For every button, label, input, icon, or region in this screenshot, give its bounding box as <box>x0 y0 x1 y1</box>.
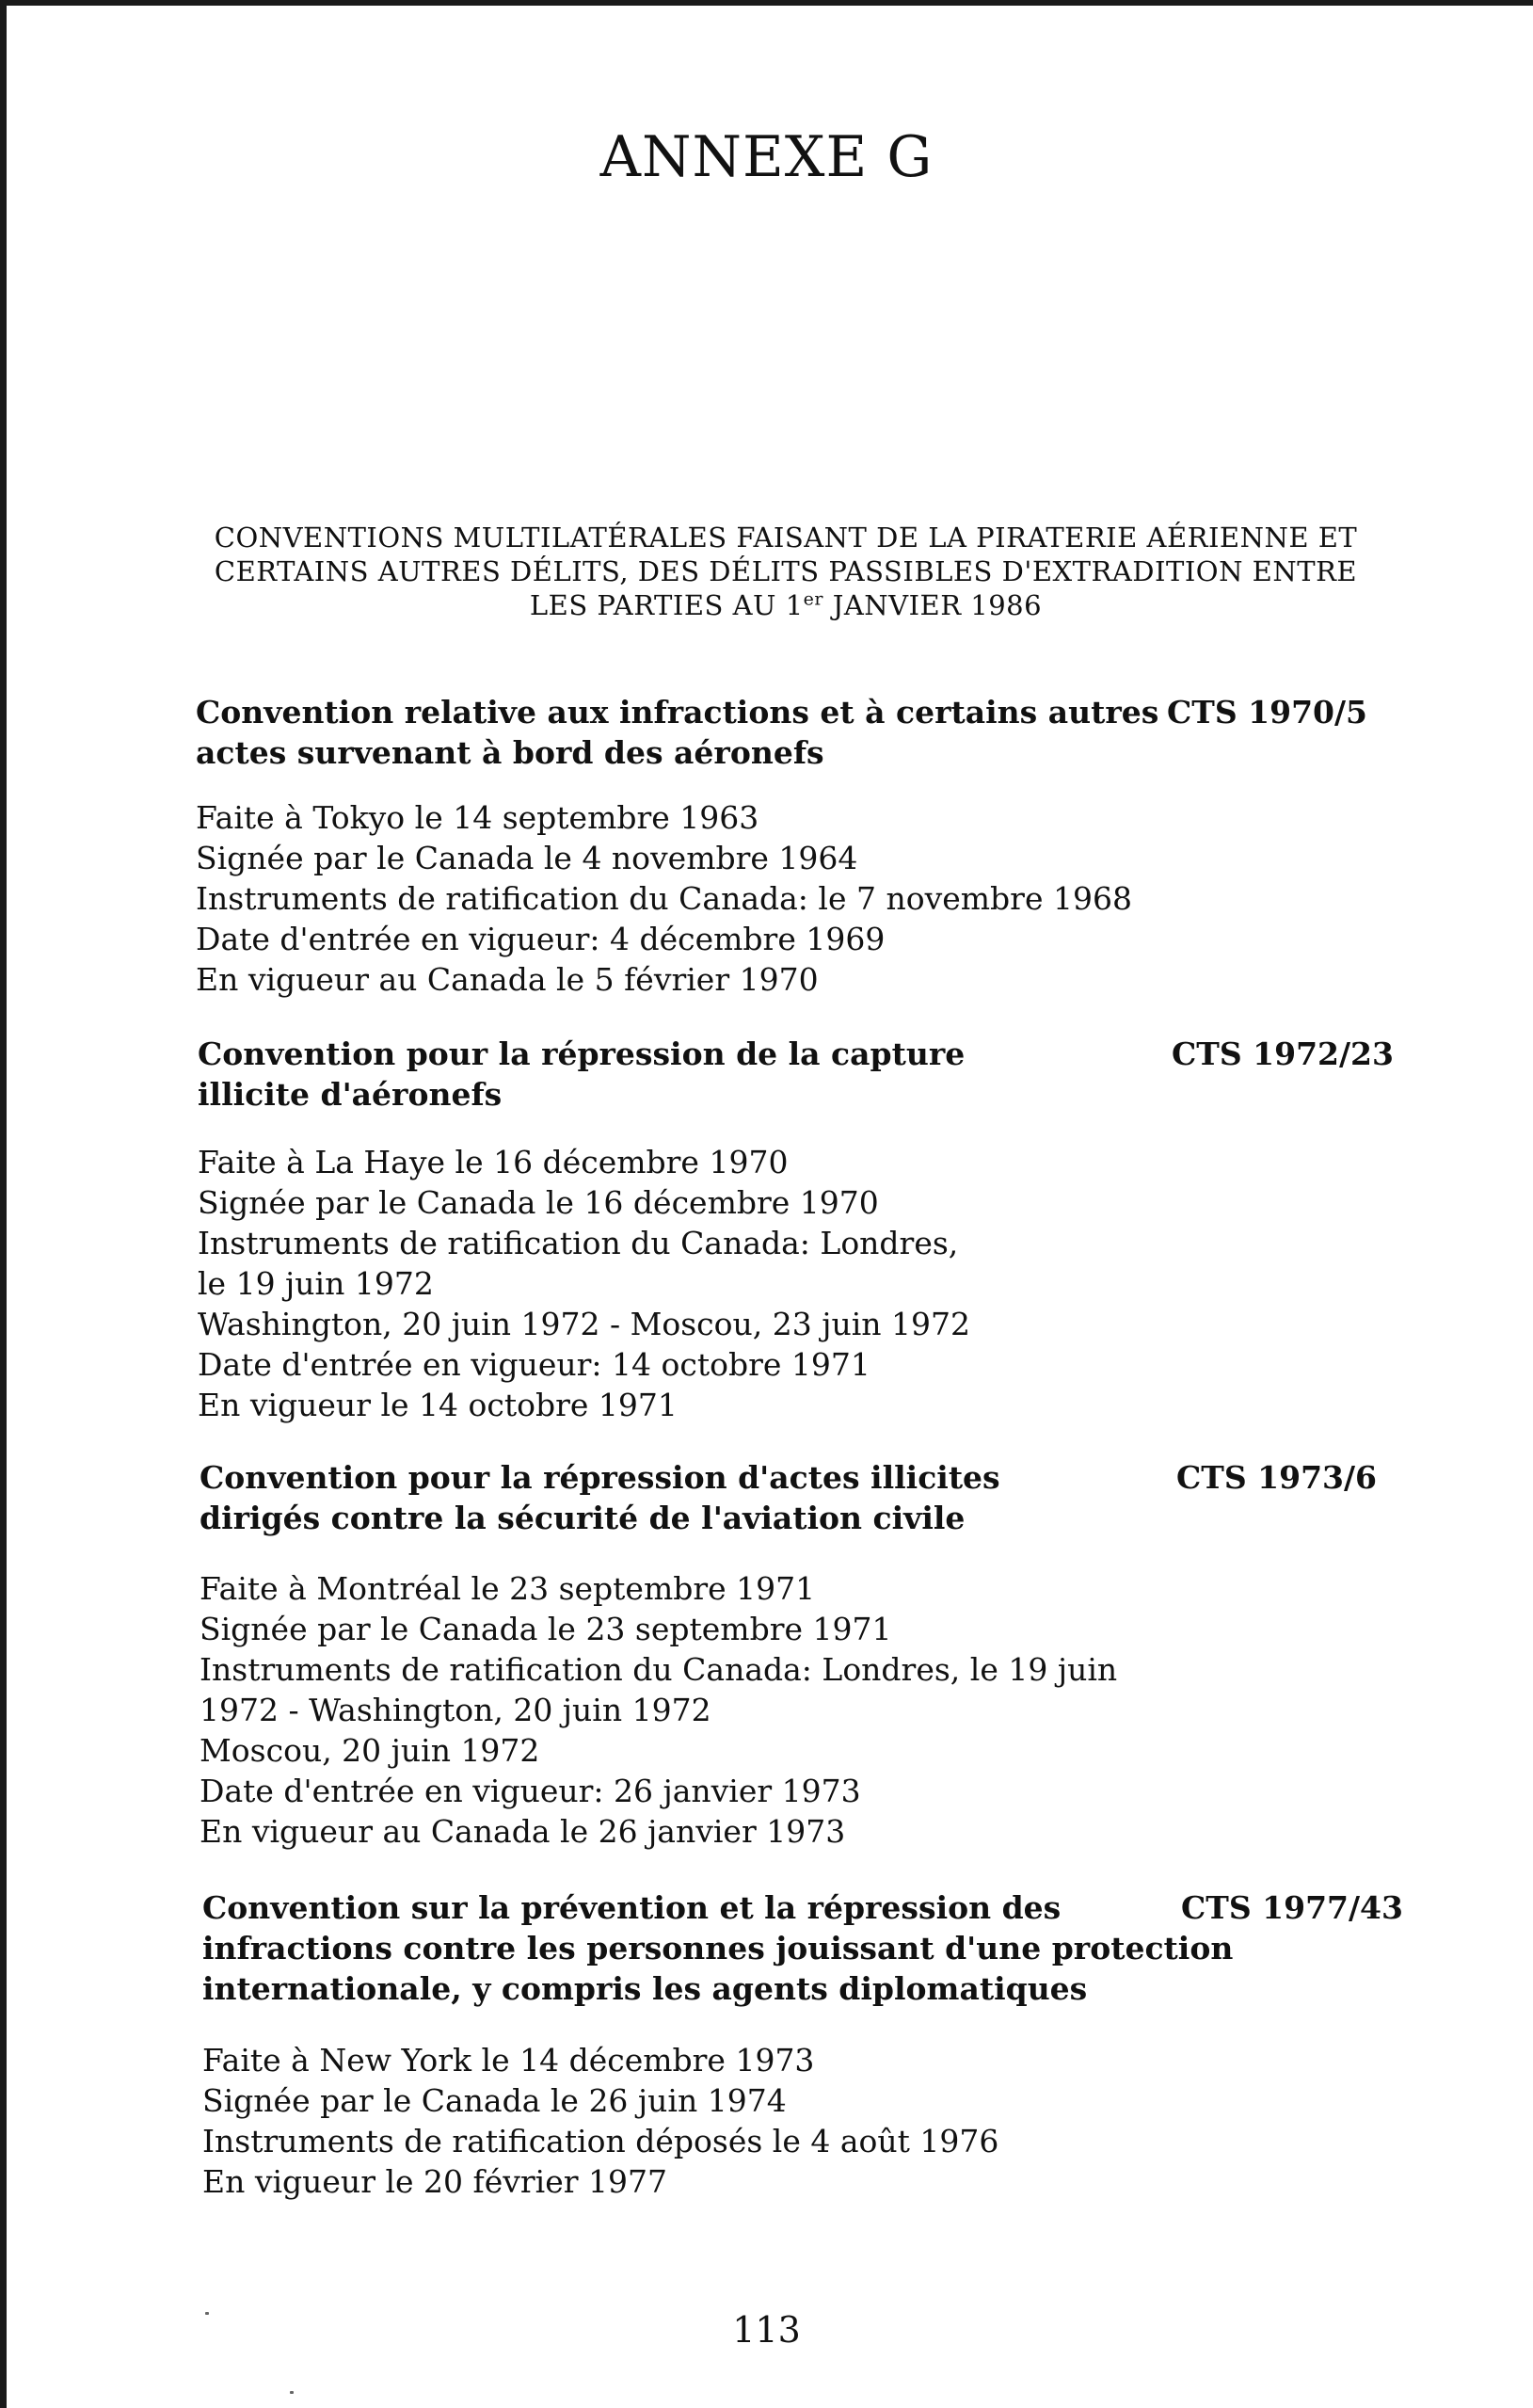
convention-title <box>200 1457 1141 1538</box>
main-heading-line-1: CONVENTIONS MULTILATÉRALES FAISANT DE LA PIRATERIE AÉRIENNE ET <box>214 522 1358 554</box>
convention-title-line: dirigés contre la sécurité de l'aviation civile <box>200 1500 966 1536</box>
detail-line: 1972 - Washington, 20 juin 1972 <box>200 1692 711 1728</box>
detail-line: le 19 juin 1972 <box>198 1265 434 1302</box>
detail-line: Signée par le Canada le 4 novembre 1964 <box>196 840 858 876</box>
convention-title <box>202 1887 1234 2009</box>
scan-speck <box>205 2312 209 2315</box>
scan-top-border <box>0 0 1533 6</box>
detail-line: Signée par le Canada le 23 septembre 1971 <box>200 1611 892 1647</box>
main-heading-line-3 <box>184 588 1388 622</box>
convention-details <box>202 2040 1200 2202</box>
main-heading-line-3-end: JANVIER 1986 <box>822 589 1043 621</box>
main-heading <box>184 521 1388 622</box>
convention-details <box>198 1142 1195 1425</box>
convention-title <box>198 1034 1139 1115</box>
detail-line: Faite à La Haye le 16 décembre 1970 <box>198 1144 789 1180</box>
detail-line: En vigueur au Canada le 5 février 1970 <box>196 961 819 998</box>
convention-title-line: Convention pour la répression d'actes illicites <box>200 1459 1000 1496</box>
detail-line: Faite à Tokyo le 14 septembre 1963 <box>196 799 759 836</box>
detail-line: Date d'entrée en vigueur: 4 décembre 1969 <box>196 921 886 957</box>
detail-line: Signée par le Canada le 26 juin 1974 <box>202 2082 787 2119</box>
convention-title-line: actes survenant à bord des aéronefs <box>196 734 824 771</box>
detail-line: Instruments de ratification du Canada: Londres, le 19 juin <box>200 1651 1118 1688</box>
detail-line: Washington, 20 juin 1972 - Moscou, 23 juin 1972 <box>198 1306 971 1342</box>
convention-title-line: internationale, y compris les agents diplomatiques <box>202 1970 1088 2007</box>
convention-title-line: infractions contre les personnes jouissant d'une protection <box>202 1930 1234 1967</box>
detail-line: Date d'entrée en vigueur: 14 octobre 1971 <box>198 1346 870 1383</box>
main-heading-line-2: CERTAINS AUTRES DÉLITS, DES DÉLITS PASSIBLES D'EXTRADITION ENTRE <box>214 555 1358 587</box>
convention-reference: CTS 1973/6 <box>1176 1459 1378 1496</box>
convention-title-line: Convention pour la répression de la capture <box>198 1035 966 1072</box>
detail-line: Moscou, 20 juin 1972 <box>200 1732 540 1769</box>
detail-line: Instruments de ratification du Canada: Londres, <box>198 1225 959 1261</box>
detail-line: En vigueur au Canada le 26 janvier 1973 <box>200 1813 846 1850</box>
convention-title-line: illicite d'aéronefs <box>198 1076 503 1113</box>
convention-title <box>196 692 1159 773</box>
detail-line: Instruments de ratification déposés le 4 août 1976 <box>202 2123 999 2159</box>
detail-line: Faite à New York le 14 décembre 1973 <box>202 2042 815 2079</box>
convention-reference: CTS 1977/43 <box>1181 1889 1403 1926</box>
main-heading-line-3-start: LES PARTIES AU 1 <box>529 589 804 621</box>
detail-line: En vigueur le 20 février 1977 <box>202 2163 668 2200</box>
detail-line: Date d'entrée en vigueur: 26 janvier 1973 <box>200 1773 861 1809</box>
convention-details <box>196 797 1193 1000</box>
scan-left-border <box>0 0 7 2408</box>
detail-line: Faite à Montréal le 23 septembre 1971 <box>200 1570 816 1607</box>
detail-line: Signée par le Canada le 16 décembre 1970 <box>198 1184 879 1221</box>
scan-speck <box>290 2391 294 2394</box>
convention-title-line: Convention sur la prévention et la répression des <box>202 1889 1062 1926</box>
convention-reference: CTS 1970/5 <box>1167 694 1368 730</box>
convention-details <box>200 1568 1197 1852</box>
detail-line: Instruments de ratification du Canada: le 7 novembre 1968 <box>196 880 1132 917</box>
convention-title-line: Convention relative aux infractions et à certains autres <box>196 694 1159 730</box>
main-heading-superscript: er <box>803 588 823 610</box>
annex-title: ANNEXE G <box>599 124 934 190</box>
detail-line: En vigueur le 14 octobre 1971 <box>198 1387 678 1423</box>
page-number: 113 <box>732 2309 801 2351</box>
convention-reference: CTS 1972/23 <box>1172 1035 1394 1072</box>
